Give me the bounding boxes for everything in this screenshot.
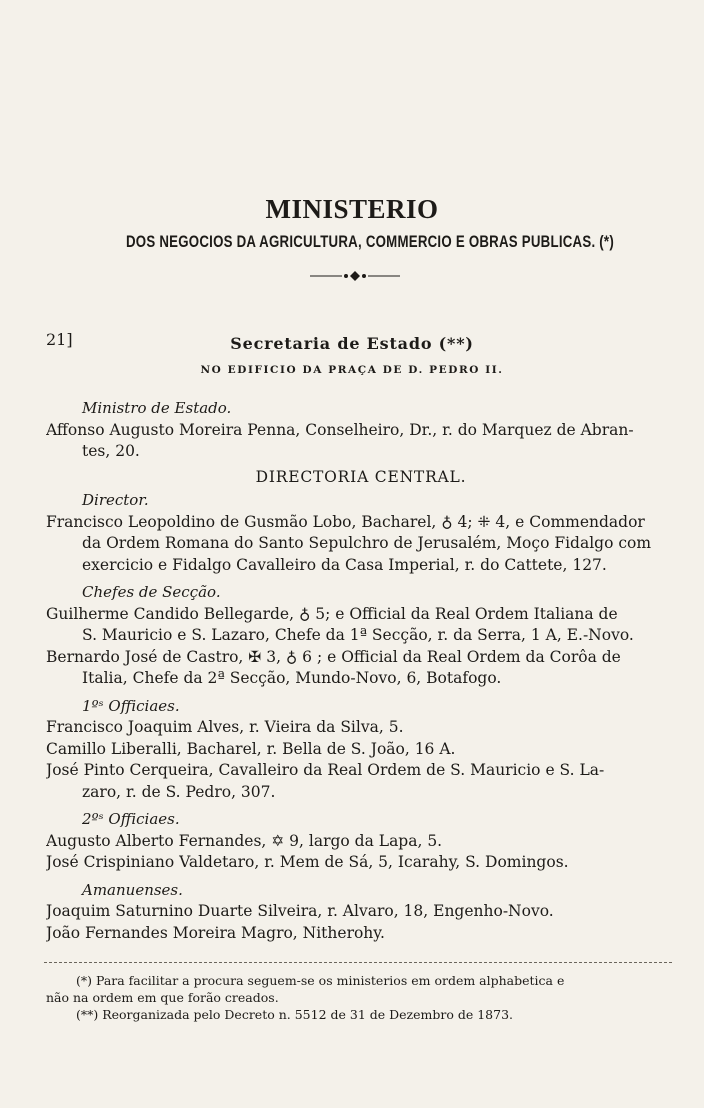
chefes-role: Chefes de Secção. [82,583,221,601]
ministro-line-2: tes, 20. [82,442,140,460]
chefe-2-line-1: Bernardo José de Castro, ✠ 3, ♁ 6 ; e Official da Real Ordem da Corôa de [46,647,621,666]
amanuense-1: Joaquim Saturnino Duarte Silveira, r. Alvaro, 18, Engenho-Novo. [46,902,554,920]
amanuense-2: João Fernandes Moreira Magro, Nitherohy. [46,923,385,942]
page-title: MINISTERIO [265,194,439,224]
primeiro-2: Camillo Liberalli, Bacharel, r. Bella de S. João, 16 A. [46,739,456,758]
footnote-divider [44,962,672,963]
segundo-2: José Crispiniano Valdetaro, r. Mem de Sá, 5, Icarahy, S. Domingos. [46,853,569,871]
primeiro-3-line-1: José Pinto Cerqueira, Cavalleiro da Real Ordem de S. Mauricio e S. La- [46,761,605,779]
segundo-1: Augusto Alberto Fernandes, ✡ 9, largo da Lapa, 5. [46,831,443,850]
directory-body [46,398,676,944]
ministro-role: Ministro de Estado. [82,399,232,417]
chefe-2-line-2: Italia, Chefe da 2ª Secção, Mundo-Novo, 6, Botafogo. [82,669,502,687]
director-line-2: da Ordem Romana do Santo Sepulchro de Jerusalém, Moço Fidalgo com [82,534,652,552]
directoria-heading: DIRECTORIA CENTRAL. [255,467,467,486]
primeiro-1: Francisco Joaquim Alves, r. Vieira da Silva, 5. [46,718,404,736]
chefe-1-line-2: S. Mauricio e S. Lazaro, Chefe da 1ª Secção, r. da Serra, 1 A, E.-Novo. [82,626,634,644]
director-line-3: exercicio e Fidalgo Cavalleiro da Casa Imperial, r. do Cattete, 127. [82,555,607,574]
director-line-1: Francisco Leopoldino de Gusmão Lobo, Bacharel, ♁ 4; ⁜ 4, e Commendador [46,512,645,531]
chefe-1-line-1: Guilherme Candido Bellegarde, ♁ 5; e Official da Real Ordem Italiana de [46,604,618,623]
footnote-2: (**) Reorganizada pelo Decreto n. 5512 de 31 de Dezembro de 1873. [76,1007,514,1022]
section-title: Secretaria de Estado (**) [230,334,474,353]
footnote-1-line-1: (*) Para facilitar a procura seguem-se os ministerios em ordem alphabetica e [76,973,565,988]
page-number: 21] [46,330,73,349]
primeiros-officiaes-role: 1ºˢ Officiaes. [82,696,180,715]
ministro-line-1: Affonso Augusto Moreira Penna, Conselheiro, Dr., r. do Marquez de Abran- [46,420,634,439]
footnotes [46,972,676,1023]
page-subtitle: DOS NEGOCIOS DA AGRICULTURA, COMMERCIO E OBRAS PUBLICAS. (*) [126,232,614,251]
section-location: NO EDIFICIO DA PRAÇA DE D. PEDRO II. [200,364,504,376]
director-role: Director. [82,491,149,509]
segundos-officiaes-role: 2ºˢ Officiaes. [82,810,180,828]
ornament-divider-icon [310,270,400,282]
primeiro-3-line-2: zaro, r. de S. Pedro, 307. [82,782,276,801]
amanuenses-role: Amanuenses. [82,880,183,899]
footnote-1-line-2: não na ordem em que forão creados. [46,990,279,1005]
